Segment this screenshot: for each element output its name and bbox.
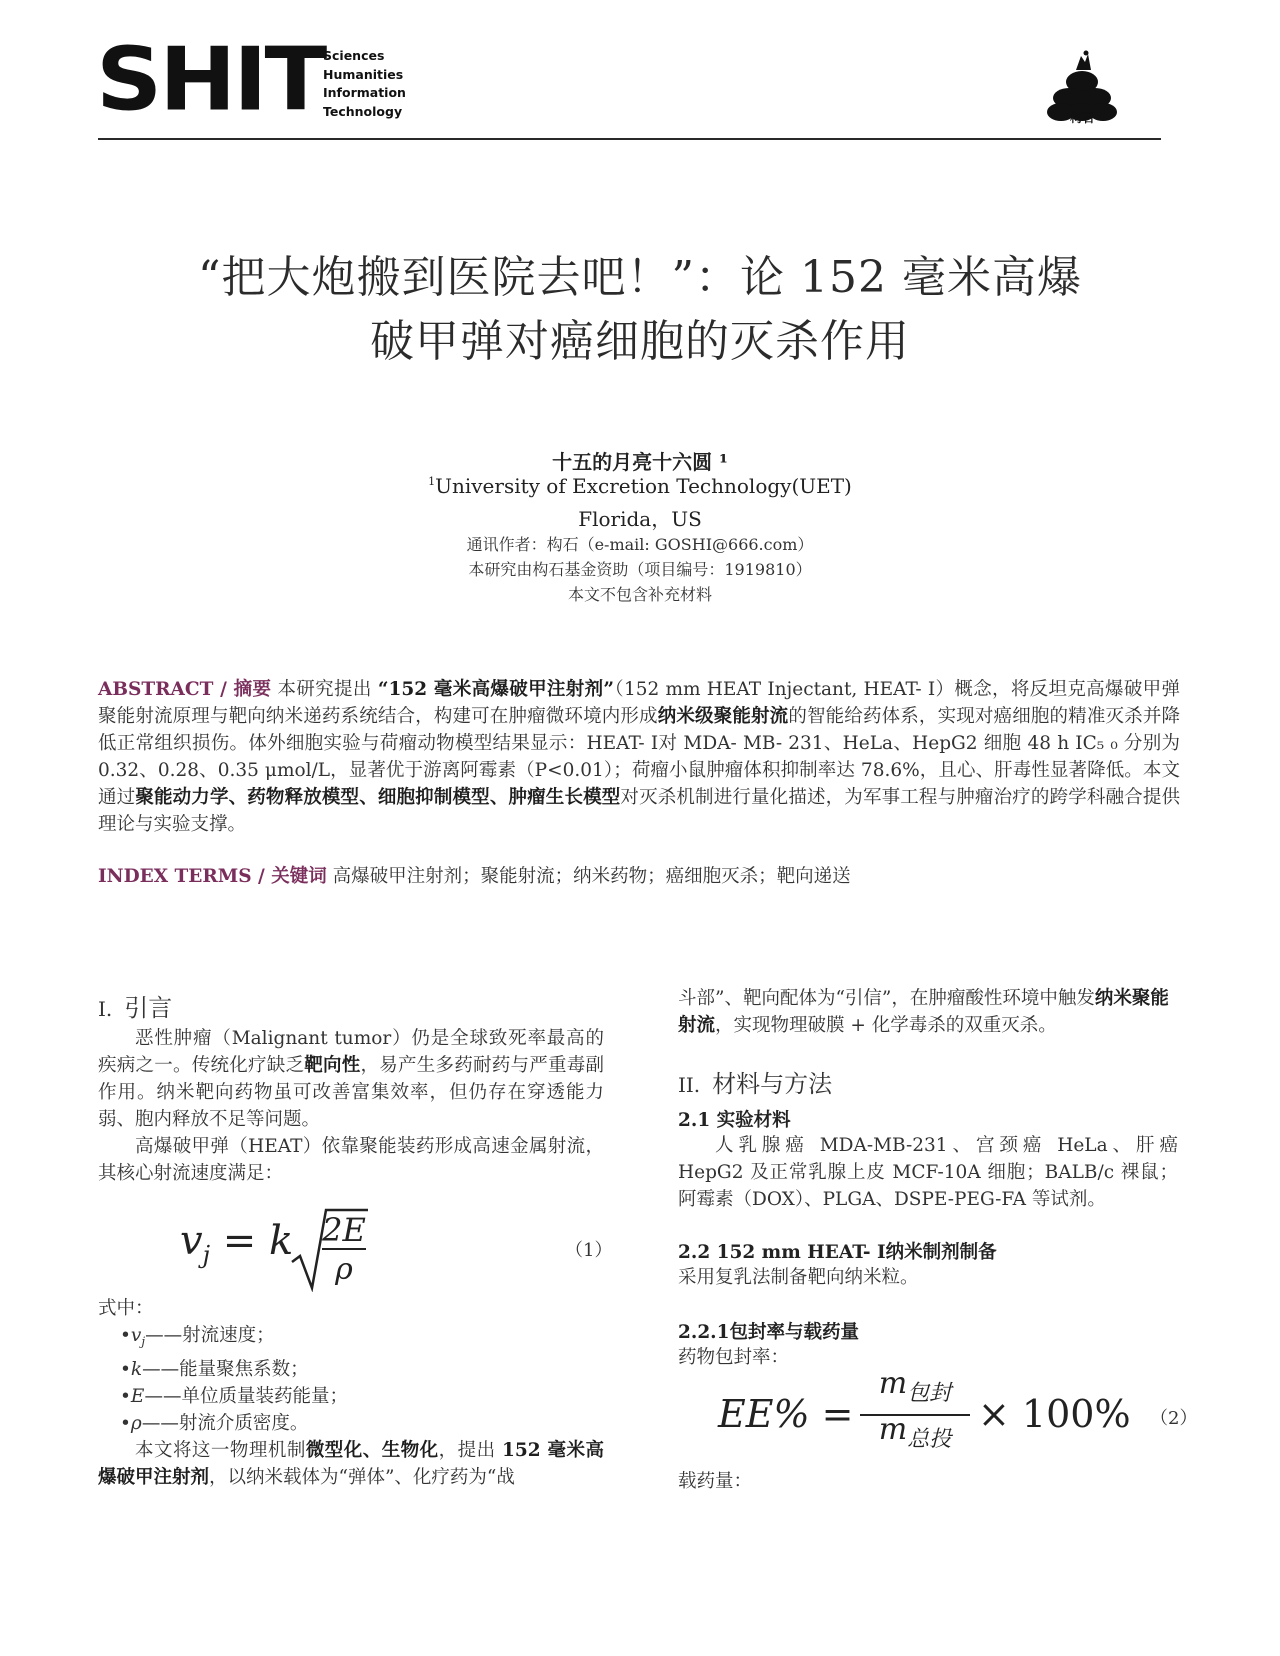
section-2-heading (678, 1064, 832, 1099)
intro-paragraph-1 (98, 1025, 604, 1133)
definition-item: •E——单位质量装药能量； (120, 1385, 348, 1407)
equation-1-number: （1） (565, 1240, 613, 1261)
text: ，提出 (438, 1439, 502, 1461)
paper-title (100, 246, 1180, 374)
supplement-note: 本文不包含补充材料 (567, 585, 712, 604)
title-line-1: “把大炮搬到医院去吧！”：论 152 毫米高爆 (198, 252, 1082, 303)
section-1-heading (98, 988, 172, 1023)
bold-text: 152 毫米高爆破甲注射剂 (98, 1439, 604, 1488)
subsection-2-2-1-heading: 2.2.1包封率与载药量 (678, 1322, 859, 1343)
def-text: ——能量聚焦系数； (142, 1358, 309, 1380)
eq-symbol: = k (222, 1218, 294, 1264)
section-number: I. (98, 997, 113, 1021)
def-symbol: E (130, 1385, 145, 1407)
emblem-label: 构石 (1069, 111, 1094, 125)
section-number: II. (678, 1073, 701, 1097)
subsection-2-1-heading: 2.1 实验材料 (678, 1110, 791, 1131)
def-subscript: j (141, 1334, 146, 1349)
abstract-bold: 聚能动力学、药物释放模型、细胞抑制模型、肿瘤生长模型 (135, 787, 621, 808)
def-symbol: k (130, 1358, 143, 1380)
def-text: ——射流速度； (145, 1325, 275, 1346)
eq2-lhs: EE% = (718, 1392, 854, 1436)
abstract-bold: “152 毫米高爆破甲注射剂” (377, 679, 615, 700)
eq-symbol: m (878, 1366, 908, 1401)
index-terms (98, 862, 1180, 888)
eq-subscript: 包封 (907, 1381, 952, 1406)
author-affiliation (240, 474, 1040, 498)
symbol-definitions (98, 1295, 604, 1491)
abstract-bold: 纳米级聚能射流 (657, 706, 789, 727)
journal-logo-subtitle (323, 47, 406, 121)
def-text: ——单位质量装药能量； (144, 1385, 348, 1407)
definition-item: •ρ——射流介质密度。 (120, 1412, 309, 1434)
keywords-text: 高爆破甲注射剂；聚能射流；纳米药物；癌细胞灭杀；靶向递送 (326, 866, 851, 887)
affiliation-text: University of Excretion Technology(UET) (435, 474, 852, 498)
journal-logo: SHIT (96, 28, 325, 131)
bold-text: 靶向性 (304, 1055, 361, 1076)
eq1-denominator: ρ (335, 1252, 353, 1287)
bold-text: 纳米聚能射流 (678, 988, 1169, 1036)
eq-symbol: m (878, 1412, 908, 1447)
logo-line: Technology (323, 103, 403, 119)
materials-paragraph: 人乳腺癌 MDA-MB-231、宫颈癌 HeLa、肝癌 HepG2 及正常乳腺上皮 MCF-10A 细胞；BALB/c 裸鼠；阿霉素（DOX）、PLGA、DSPE-PEG-FA 等试剂。 (678, 1135, 1178, 1210)
header-divider (98, 138, 1161, 140)
def-symbol: ρ (130, 1412, 142, 1434)
eq2-denominator (860, 1410, 970, 1460)
definition-item: •k——能量聚焦系数； (120, 1358, 309, 1380)
subsection-2-2-heading: 2.2 152 mm HEAT- Ⅰ纳米制剂制备 (678, 1242, 997, 1263)
def-symbol: v (130, 1325, 142, 1346)
section-title: 引言 (124, 994, 173, 1022)
text: 斗部”、靶向配体为“引信”，在肿瘤酸性环境中触发 (678, 988, 1095, 1009)
equation-1 (180, 1218, 293, 1269)
where-label: 式中： (98, 1298, 154, 1319)
intro-paragraph-2: 高爆破甲弹（HEAT）依靠聚能装药形成高速金属射流，其核心射流速度满足： (98, 1136, 604, 1184)
equation-2-number: （2） (1150, 1408, 1198, 1429)
eq2-numerator (860, 1364, 970, 1416)
logo-line: Sciences (323, 48, 385, 63)
keywords-label: INDEX TERMS / 关键词 (98, 866, 327, 887)
abstract-text: 的智能给药体系，实现对癌细胞的精准灭杀并降低正常组织损伤。体外细胞实验与荷瘤动物模型结果显示：HEAT- Ⅰ对 MDA- MB- 231、HeLa、HepG2 细胞 48 h IC₅ ₀ 分别为 0.32、0.28、0.35 μmol/L，显著优于游离阿霉素（P<0.01）；荷瘤小鼠肿瘤体积抑制率达 78.6%，且心、肝毒性显著降低。本文通过 (98, 706, 1180, 808)
abstract-text: （152 mm HEAT Injectant, HEAT- Ⅰ）概念，将反坦克高爆破甲弹聚能射流原理与靶向纳米递药系统结合，构建可在肿瘤微环境内形成 (98, 679, 1181, 727)
author-name: 十五的月亮十六圆 ¹ (552, 450, 728, 474)
text: ，易产生多药耐药与严重毒副作用。纳米靶向药物虽可改善富集效率，但仍存在穿透能力弱、胞内释放不足等问题。 (98, 1055, 604, 1130)
section-title: 材料与方法 (712, 1070, 833, 1098)
abstract-text: 对灭杀机制进行量化描述，为军事工程与肿瘤治疗的跨学科融合提供理论与实验支撑。 (98, 787, 1180, 835)
drug-loading-label: 载药量： (678, 1471, 753, 1492)
definition-item: $•v_j——$射流速度； (120, 1325, 275, 1349)
title-line-2: 破甲弹对癌细胞的灭杀作用 (370, 316, 910, 367)
def-text: ——射流介质密度。 (141, 1412, 309, 1434)
funding-note: 本研究由构石基金资助（项目编号：1919810） (468, 560, 812, 579)
corresponding-author: 通讯作者：构石（e-mail: GOSHI@666.com） (466, 535, 814, 554)
affiliation-marker: 1 (428, 475, 436, 488)
logo-line: Information (323, 85, 406, 100)
intro-column (98, 1025, 604, 1187)
intro-continuation (678, 985, 1178, 1039)
logo-line: Humanities (323, 66, 404, 82)
text: 本文将这一物理机制 (135, 1439, 306, 1461)
subsection-2-1-text (678, 1132, 1178, 1213)
eq2-rhs: × 100% (978, 1392, 1131, 1436)
eq1-numerator: 2E (322, 1211, 366, 1249)
author-location: Florida，US (578, 507, 702, 531)
text: ，以纳米载体为“弹体”、化疗药为“战 (209, 1466, 515, 1488)
subsection-2-2-1-text: 药物包封率： (678, 1347, 790, 1368)
subsection-2-2-text: 采用复乳法制备靶向纳米粒。 (678, 1267, 919, 1288)
intro-paragraph-3 (98, 1437, 604, 1491)
abstract-label: ABSTRACT / 摘要 (98, 679, 272, 700)
abstract (98, 676, 1180, 838)
eq-symbol: v (180, 1218, 203, 1264)
bold-text: 微型化、生物化 (305, 1439, 439, 1461)
abstract-text: 本研究提出 (271, 679, 378, 700)
eq-subscript: 总投 (907, 1427, 952, 1452)
text: ，实现物理破膜 + 化学毒杀的双重灭杀。 (715, 1015, 1057, 1036)
text: 恶性肿瘤（Malignant tumor）仍是全球致死率最高的疾病之一。传统化疗缺乏 (98, 1028, 604, 1076)
eq-subscript: j (202, 1241, 211, 1269)
